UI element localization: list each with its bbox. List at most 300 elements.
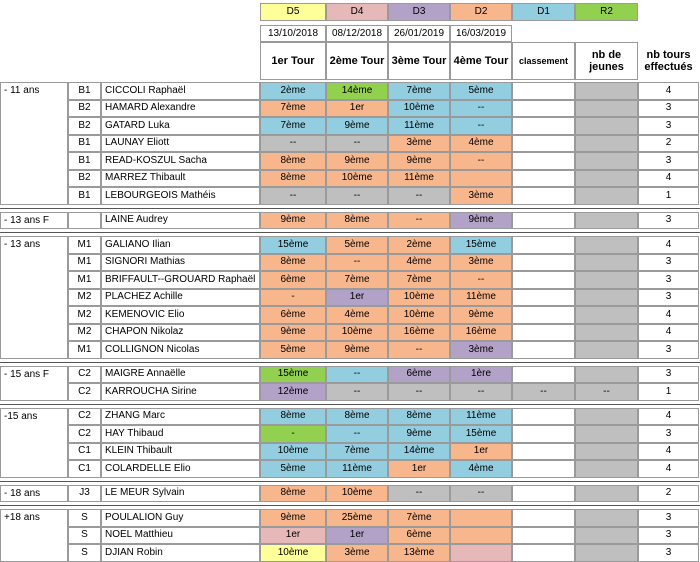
division-D3-text: D3 <box>412 6 426 17</box>
player-row-2-4-nb-jeunes <box>575 306 638 324</box>
player-row-4-1-level <box>68 425 101 443</box>
division-D5-text: D5 <box>286 6 300 17</box>
player-row-2-1-t4-result <box>450 254 512 272</box>
player-row-0-3-name-text: LAUNAY Eliott <box>105 137 170 149</box>
player-row-0-1-nb-tours <box>638 100 699 118</box>
player-row-0-6-t3-result-text: -- <box>415 189 423 201</box>
player-row-2-1-nb-jeunes <box>575 254 638 272</box>
player-row-0-6-nb-tours <box>638 187 699 205</box>
player-row-3-1-t1-result <box>260 383 326 401</box>
player-row-2-6-level <box>68 341 101 359</box>
player-row-0-3-t2-result <box>326 135 388 153</box>
category-4 <box>0 408 68 478</box>
player-row-4-1-classement <box>512 425 575 443</box>
player-row-4-1-nb-tours-text: 3 <box>665 427 672 439</box>
player-row-4-2-nb-jeunes <box>575 443 638 461</box>
player-row-4-0-name-text: ZHANG Marc <box>105 410 165 422</box>
player-row-3-0-level-text: C2 <box>78 368 91 380</box>
player-row-0-2-nb-tours-text: 3 <box>665 119 672 131</box>
player-row-0-5-t4-result <box>450 170 512 188</box>
player-row-5-0-t4-result-text: -- <box>477 487 485 499</box>
category-0-text: - 11 ans <box>4 85 40 96</box>
player-row-2-5-t2-result <box>326 324 388 342</box>
player-row-0-4-t1-result-text: 8ème <box>280 154 306 166</box>
player-row-0-0-nb-tours-text: 4 <box>665 84 672 96</box>
player-row-6-1-t4-result <box>450 527 512 545</box>
player-row-2-5-level-text: M2 <box>77 326 92 338</box>
category-6 <box>0 509 68 562</box>
player-row-6-1-t2-result-text: 1er <box>349 529 365 541</box>
player-row-0-1-nb-jeunes <box>575 100 638 118</box>
division-D5 <box>260 3 326 21</box>
player-row-6-1-level-text: S <box>81 529 88 541</box>
player-row-4-0-t3-result-text: 8ème <box>406 410 432 422</box>
player-row-2-6-nb-tours <box>638 341 699 359</box>
player-row-1-0-t4-result <box>450 212 512 230</box>
player-row-6-1-classement <box>512 527 575 545</box>
player-row-6-2-name <box>101 544 260 562</box>
player-row-4-1-nb-tours <box>638 425 699 443</box>
player-row-1-0-t1-result-text: 9ème <box>280 214 306 226</box>
player-row-3-0-t2-result-text: -- <box>353 368 361 380</box>
player-row-0-2-nb-jeunes <box>575 117 638 135</box>
player-row-2-1-classement <box>512 254 575 272</box>
player-row-0-2-classement <box>512 117 575 135</box>
date-2 <box>326 25 388 42</box>
player-row-6-0-t3-result-text: 7ème <box>406 511 432 523</box>
player-row-2-6-t2-result-text: 9ème <box>344 343 370 355</box>
player-row-3-0-t1-result <box>260 366 326 384</box>
player-row-4-0-classement <box>512 408 575 426</box>
player-row-2-0-level <box>68 236 101 254</box>
player-row-2-0-t1-result <box>260 236 326 254</box>
category-2 <box>0 236 68 359</box>
player-row-3-0-name-text: MAIGRE Annaëlle <box>105 368 186 380</box>
player-row-0-3-t4-result-text: 4ème <box>468 137 494 149</box>
player-row-0-3-name <box>101 135 260 153</box>
player-row-4-2-t1-result-text: 10ème <box>277 445 309 457</box>
player-row-2-6-nb-tours-text: 3 <box>665 343 672 355</box>
player-row-0-4-nb-jeunes <box>575 152 638 170</box>
player-row-0-5-level-text: B2 <box>78 172 91 184</box>
player-row-6-1-t1-result <box>260 527 326 545</box>
player-row-4-2-t3-result-text: 14ème <box>403 445 435 457</box>
player-row-5-0-name <box>101 485 260 503</box>
player-row-2-6-t2-result <box>326 341 388 359</box>
player-row-6-2-level-text: S <box>81 546 88 558</box>
player-row-0-6-name-text: LEBOURGEOIS Mathéis <box>105 189 216 201</box>
player-row-5-0-nb-jeunes <box>575 485 638 503</box>
player-row-1-0-name <box>101 212 260 230</box>
division-R2-text: R2 <box>600 6 613 17</box>
player-row-3-0-nb-tours <box>638 366 699 384</box>
player-row-2-0-t4-result <box>450 236 512 254</box>
player-row-0-3-level-text: B1 <box>78 137 91 149</box>
player-row-4-0-t4-result <box>450 408 512 426</box>
round-title-4-text: 4ème Tour <box>453 55 509 67</box>
player-row-0-0-t4-result <box>450 82 512 100</box>
player-row-0-5-nb-tours-text: 4 <box>665 172 672 184</box>
player-row-6-1-t3-result-text: 6ème <box>406 529 432 541</box>
player-row-4-1-nb-jeunes <box>575 425 638 443</box>
player-row-2-1-t2-result <box>326 254 388 272</box>
player-row-0-1-name <box>101 100 260 118</box>
player-row-2-1-t1-result <box>260 254 326 272</box>
player-row-0-4-t2-result-text: 9ème <box>344 154 370 166</box>
division-D1-text: D1 <box>537 6 550 17</box>
player-row-2-4-level-text: M2 <box>77 308 92 320</box>
player-row-4-3-t4-result-text: 4ème <box>468 462 494 474</box>
player-row-0-1-classement <box>512 100 575 118</box>
group-separator <box>0 505 700 506</box>
player-row-0-5-name-text: MARREZ Thibault <box>105 172 186 184</box>
player-row-2-3-name-text: PLACHEZ Achille <box>105 291 183 303</box>
player-row-1-0-classement <box>512 212 575 230</box>
player-row-0-1-level <box>68 100 101 118</box>
player-row-0-1-t1-result <box>260 100 326 118</box>
player-row-1-0-level <box>68 212 101 230</box>
player-row-2-2-classement <box>512 271 575 289</box>
player-row-2-6-t3-result <box>388 341 450 359</box>
player-row-2-5-nb-jeunes <box>575 324 638 342</box>
player-row-4-2-t1-result <box>260 443 326 461</box>
date-3-text: 26/01/2019 <box>393 27 445 39</box>
player-row-0-4-nb-tours-text: 3 <box>665 154 672 166</box>
player-row-1-0-t2-result-text: 8ème <box>344 214 370 226</box>
player-row-0-5-classement <box>512 170 575 188</box>
player-row-0-3-nb-tours <box>638 135 699 153</box>
player-row-1-0-nb-tours <box>638 212 699 230</box>
player-row-4-2-nb-tours-text: 4 <box>665 445 672 457</box>
group-separator <box>0 404 700 405</box>
player-row-0-3-t1-result-text: -- <box>289 137 297 149</box>
player-row-6-0-name-text: POULALION Guy <box>105 511 184 523</box>
player-row-6-1-name <box>101 527 260 545</box>
player-row-2-2-t1-result <box>260 271 326 289</box>
player-row-0-1-t4-result-text: -- <box>477 102 485 114</box>
player-row-2-6-t3-result-text: -- <box>415 343 423 355</box>
player-row-0-3-nb-tours-text: 2 <box>665 137 672 149</box>
player-row-0-5-t1-result-text: 8ème <box>280 172 306 184</box>
player-row-2-1-t3-result <box>388 254 450 272</box>
player-row-2-4-t2-result <box>326 306 388 324</box>
group-separator <box>0 208 700 209</box>
player-row-0-6-t1-result-text: -- <box>289 189 297 201</box>
player-row-5-0-classement <box>512 485 575 503</box>
player-row-2-4-t1-result-text: 6ème <box>280 308 306 320</box>
player-row-5-0-t3-result <box>388 485 450 503</box>
player-row-2-5-t3-result-text: 16ème <box>403 326 435 338</box>
player-row-3-1-nb-jeunes-text: -- <box>603 385 610 397</box>
date-4 <box>450 25 512 42</box>
player-row-2-4-t4-result <box>450 306 512 324</box>
nb-tours-header <box>638 42 699 80</box>
category-5-text: - 18 ans <box>4 487 41 499</box>
player-row-4-1-t1-result <box>260 425 326 443</box>
player-row-6-0-t1-result-text: 9ème <box>280 511 306 523</box>
player-row-0-0-t3-result-text: 7ème <box>406 84 432 96</box>
player-row-4-3-classement <box>512 460 575 478</box>
player-row-6-2-t1-result <box>260 544 326 562</box>
player-row-5-0-t1-result <box>260 485 326 503</box>
player-row-2-6-name <box>101 341 260 359</box>
player-row-2-3-nb-jeunes <box>575 289 638 307</box>
player-row-5-0-nb-tours-text: 2 <box>665 487 672 499</box>
player-row-0-0-t3-result <box>388 82 450 100</box>
player-row-0-2-t3-result <box>388 117 450 135</box>
player-row-4-2-t2-result-text: 7ème <box>344 445 370 457</box>
player-row-6-2-classement <box>512 544 575 562</box>
player-row-2-3-t4-result <box>450 289 512 307</box>
player-row-2-2-level-text: M1 <box>77 273 92 285</box>
player-row-0-6-t4-result <box>450 187 512 205</box>
round-title-3-text: 3ème Tour <box>391 55 447 67</box>
player-row-3-1-t1-result-text: 12ème <box>277 385 309 397</box>
group-separator <box>0 362 700 363</box>
category-1-text: - 13 ans F <box>4 214 50 226</box>
player-row-3-1-t2-result <box>326 383 388 401</box>
player-row-0-2-name-text: GATARD Luka <box>105 119 170 131</box>
player-row-0-6-nb-jeunes <box>575 187 638 205</box>
player-row-6-2-nb-tours-text: 3 <box>665 546 672 558</box>
player-row-2-2-t4-result <box>450 271 512 289</box>
player-row-0-0-t1-result <box>260 82 326 100</box>
player-row-2-3-t1-result <box>260 289 326 307</box>
category-6-text: +18 ans <box>4 512 40 523</box>
player-row-2-3-t3-result <box>388 289 450 307</box>
player-row-3-1-nb-jeunes <box>575 383 638 401</box>
player-row-3-1-t3-result <box>388 383 450 401</box>
player-row-3-1-classement <box>512 383 575 401</box>
player-row-2-3-level <box>68 289 101 307</box>
player-row-2-1-t4-result-text: 3ème <box>468 256 494 268</box>
player-row-4-1-t3-result <box>388 425 450 443</box>
player-row-3-0-t2-result <box>326 366 388 384</box>
player-row-0-4-t3-result-text: 9ème <box>406 154 432 166</box>
player-row-0-0-t2-result-text: 14ème <box>341 84 373 96</box>
player-row-1-0-nb-tours-text: 3 <box>665 214 672 226</box>
player-row-0-1-level-text: B2 <box>78 102 91 114</box>
player-row-0-3-t2-result-text: -- <box>353 137 361 149</box>
player-row-0-4-t2-result <box>326 152 388 170</box>
player-row-3-1-t4-result <box>450 383 512 401</box>
player-row-4-0-name <box>101 408 260 426</box>
player-row-2-1-nb-tours-text: 3 <box>665 256 672 268</box>
player-row-0-2-t2-result <box>326 117 388 135</box>
player-row-3-0-t4-result-text: 1ère <box>470 368 491 380</box>
player-row-4-3-t4-result <box>450 460 512 478</box>
player-row-0-4-t4-result <box>450 152 512 170</box>
player-row-2-4-nb-tours <box>638 306 699 324</box>
player-row-6-2-t1-result-text: 10ème <box>277 546 309 558</box>
player-row-0-5-nb-tours <box>638 170 699 188</box>
player-row-4-3-nb-jeunes <box>575 460 638 478</box>
player-row-0-0-level-text: B1 <box>78 84 91 96</box>
player-row-4-3-level <box>68 460 101 478</box>
player-row-2-0-t2-result-text: 5ème <box>344 238 370 250</box>
player-row-1-0-t1-result <box>260 212 326 230</box>
player-row-0-5-t3-result <box>388 170 450 188</box>
player-row-3-1-t4-result-text: -- <box>477 385 485 397</box>
player-row-2-0-t3-result <box>388 236 450 254</box>
player-row-1-0-t3-result <box>388 212 450 230</box>
round-title-1-text: 1er Tour <box>271 55 315 67</box>
player-row-2-0-name <box>101 236 260 254</box>
player-row-2-6-t4-result-text: 3ème <box>468 343 494 355</box>
player-row-2-5-nb-tours <box>638 324 699 342</box>
player-row-6-2-t4-result <box>450 544 512 562</box>
category-2-text: - 13 ans <box>4 239 41 250</box>
player-row-2-2-nb-tours-text: 3 <box>665 273 672 285</box>
player-row-2-3-t3-result-text: 10ème <box>403 291 435 303</box>
player-row-6-2-t3-result-text: 13ème <box>403 546 435 558</box>
player-row-6-0-level-text: S <box>81 511 88 523</box>
player-row-0-3-t1-result <box>260 135 326 153</box>
player-row-5-0-level <box>68 485 101 503</box>
player-row-4-3-t1-result <box>260 460 326 478</box>
player-row-6-0-nb-tours-text: 3 <box>665 511 672 523</box>
player-row-2-2-t3-result-text: 7ème <box>406 273 432 285</box>
player-row-0-6-t4-result-text: 3ème <box>468 189 494 201</box>
player-row-5-0-t2-result-text: 10ème <box>341 487 373 499</box>
player-row-6-2-name-text: DJIAN Robin <box>105 546 163 558</box>
division-D2 <box>450 3 512 21</box>
player-row-4-1-t2-result-text: -- <box>353 427 361 439</box>
player-row-0-5-level <box>68 170 101 188</box>
player-row-4-3-name <box>101 460 260 478</box>
player-row-0-4-level-text: B1 <box>78 154 91 166</box>
player-row-2-2-nb-jeunes <box>575 271 638 289</box>
player-row-4-2-name-text: KLEIN Thibault <box>105 445 173 457</box>
player-row-0-6-level-text: B1 <box>78 189 91 201</box>
player-row-4-0-nb-tours <box>638 408 699 426</box>
player-row-0-5-t1-result <box>260 170 326 188</box>
player-row-2-6-t4-result <box>450 341 512 359</box>
player-row-4-1-level-text: C2 <box>78 427 91 439</box>
player-row-6-1-nb-tours-text: 3 <box>665 529 672 541</box>
player-row-2-3-t4-result-text: 11ème <box>466 291 496 303</box>
division-R2 <box>575 3 638 21</box>
player-row-6-1-nb-jeunes <box>575 527 638 545</box>
player-row-2-2-t2-result <box>326 271 388 289</box>
nb-jeunes-header <box>575 42 638 80</box>
division-D3 <box>388 3 450 21</box>
player-row-4-3-t3-result <box>388 460 450 478</box>
player-row-4-2-t3-result <box>388 443 450 461</box>
player-row-4-3-t3-result-text: 1er <box>411 462 427 474</box>
player-row-2-5-t4-result <box>450 324 512 342</box>
player-row-0-4-t1-result <box>260 152 326 170</box>
player-row-2-4-level <box>68 306 101 324</box>
player-row-4-1-name-text: HAY Thibaud <box>105 427 164 439</box>
division-D4 <box>326 3 388 21</box>
player-row-5-0-nb-tours <box>638 485 699 503</box>
player-row-3-1-t3-result-text: -- <box>415 385 423 397</box>
player-row-2-2-t1-result-text: 6ème <box>280 273 306 285</box>
player-row-4-0-t2-result-text: 8ème <box>344 410 370 422</box>
round-title-2 <box>326 42 388 80</box>
player-row-2-1-name-text: SIGNORI Mathias <box>105 256 186 268</box>
category-1 <box>0 212 68 230</box>
player-row-4-0-nb-tours-text: 4 <box>665 410 672 422</box>
player-row-2-5-t3-result <box>388 324 450 342</box>
player-row-0-4-name-text: READ-KOSZUL Sacha <box>105 154 207 166</box>
player-row-6-0-t1-result <box>260 509 326 527</box>
round-title-1 <box>260 42 326 80</box>
player-row-6-2-t2-result <box>326 544 388 562</box>
date-4-text: 16/03/2019 <box>455 27 507 39</box>
player-row-2-3-t2-result <box>326 289 388 307</box>
player-row-0-1-name-text: HAMARD Alexandre <box>105 102 196 114</box>
player-row-3-0-t1-result-text: 15ème <box>277 368 309 380</box>
player-row-2-2-t4-result-text: -- <box>477 273 485 285</box>
player-row-0-4-nb-tours <box>638 152 699 170</box>
date-1 <box>260 25 326 42</box>
player-row-4-1-t4-result <box>450 425 512 443</box>
player-row-3-1-level <box>68 383 101 401</box>
player-row-0-6-t1-result <box>260 187 326 205</box>
player-row-3-1-level-text: C2 <box>78 385 91 397</box>
player-row-2-4-t4-result-text: 9ème <box>468 308 494 320</box>
player-row-2-5-name-text: CHAPON Nikolaz <box>105 326 184 338</box>
player-row-3-1-nb-tours-text: 1 <box>665 385 672 397</box>
player-row-3-0-t3-result <box>388 366 450 384</box>
player-row-6-0-t4-result <box>450 509 512 527</box>
player-row-0-1-nb-tours-text: 3 <box>665 102 672 114</box>
player-row-0-1-t3-result-text: 10ème <box>403 102 435 114</box>
category-4-text: -15 ans <box>4 410 38 422</box>
player-row-2-1-t3-result-text: 4ème <box>406 256 432 268</box>
player-row-0-5-t2-result-text: 10ème <box>341 172 373 184</box>
player-row-5-0-t4-result <box>450 485 512 503</box>
player-row-4-0-t1-result-text: 8ème <box>280 410 306 422</box>
player-row-0-2-t3-result-text: 11ème <box>404 119 434 131</box>
player-row-3-0-level <box>68 366 101 384</box>
player-row-5-0-name-text: LE MEUR Sylvain <box>105 487 185 499</box>
player-row-2-1-level-text: M1 <box>77 256 92 268</box>
player-row-2-2-name <box>101 271 260 289</box>
player-row-4-3-t2-result-text: 11ème <box>342 462 372 474</box>
player-row-2-6-t1-result-text: 5ème <box>280 343 306 355</box>
player-row-4-1-t4-result-text: 15ème <box>465 427 497 439</box>
player-row-2-0-t3-result-text: 2ème <box>406 238 432 250</box>
player-row-0-1-t1-result-text: 7ème <box>280 102 306 114</box>
player-row-2-4-t3-result <box>388 306 450 324</box>
player-row-0-6-t2-result-text: -- <box>353 189 361 201</box>
player-row-0-3-level <box>68 135 101 153</box>
player-row-5-0-level-text: J3 <box>79 487 90 499</box>
player-row-0-4-name <box>101 152 260 170</box>
player-row-2-6-t1-result <box>260 341 326 359</box>
round-title-3 <box>388 42 450 80</box>
player-row-4-0-t4-result-text: 11ème <box>466 410 496 422</box>
player-row-3-0-nb-tours-text: 3 <box>665 368 672 380</box>
player-row-0-4-classement <box>512 152 575 170</box>
category-3 <box>0 366 68 401</box>
player-row-0-1-t2-result-text: 1er <box>349 102 365 114</box>
player-row-0-2-t2-result-text: 9ème <box>344 119 370 131</box>
nb-jeunes-header-text: nb de jeunes <box>589 49 624 73</box>
division-D4-text: D4 <box>350 6 364 17</box>
player-row-4-2-t4-result-text: 1er <box>473 445 489 457</box>
division-D1 <box>512 3 575 21</box>
player-row-6-1-t1-result-text: 1er <box>285 529 301 541</box>
player-row-4-0-nb-jeunes <box>575 408 638 426</box>
player-row-6-0-nb-jeunes <box>575 509 638 527</box>
player-row-4-3-nb-tours-text: 4 <box>665 462 672 474</box>
player-row-2-6-nb-jeunes <box>575 341 638 359</box>
player-row-0-0-nb-jeunes <box>575 82 638 100</box>
